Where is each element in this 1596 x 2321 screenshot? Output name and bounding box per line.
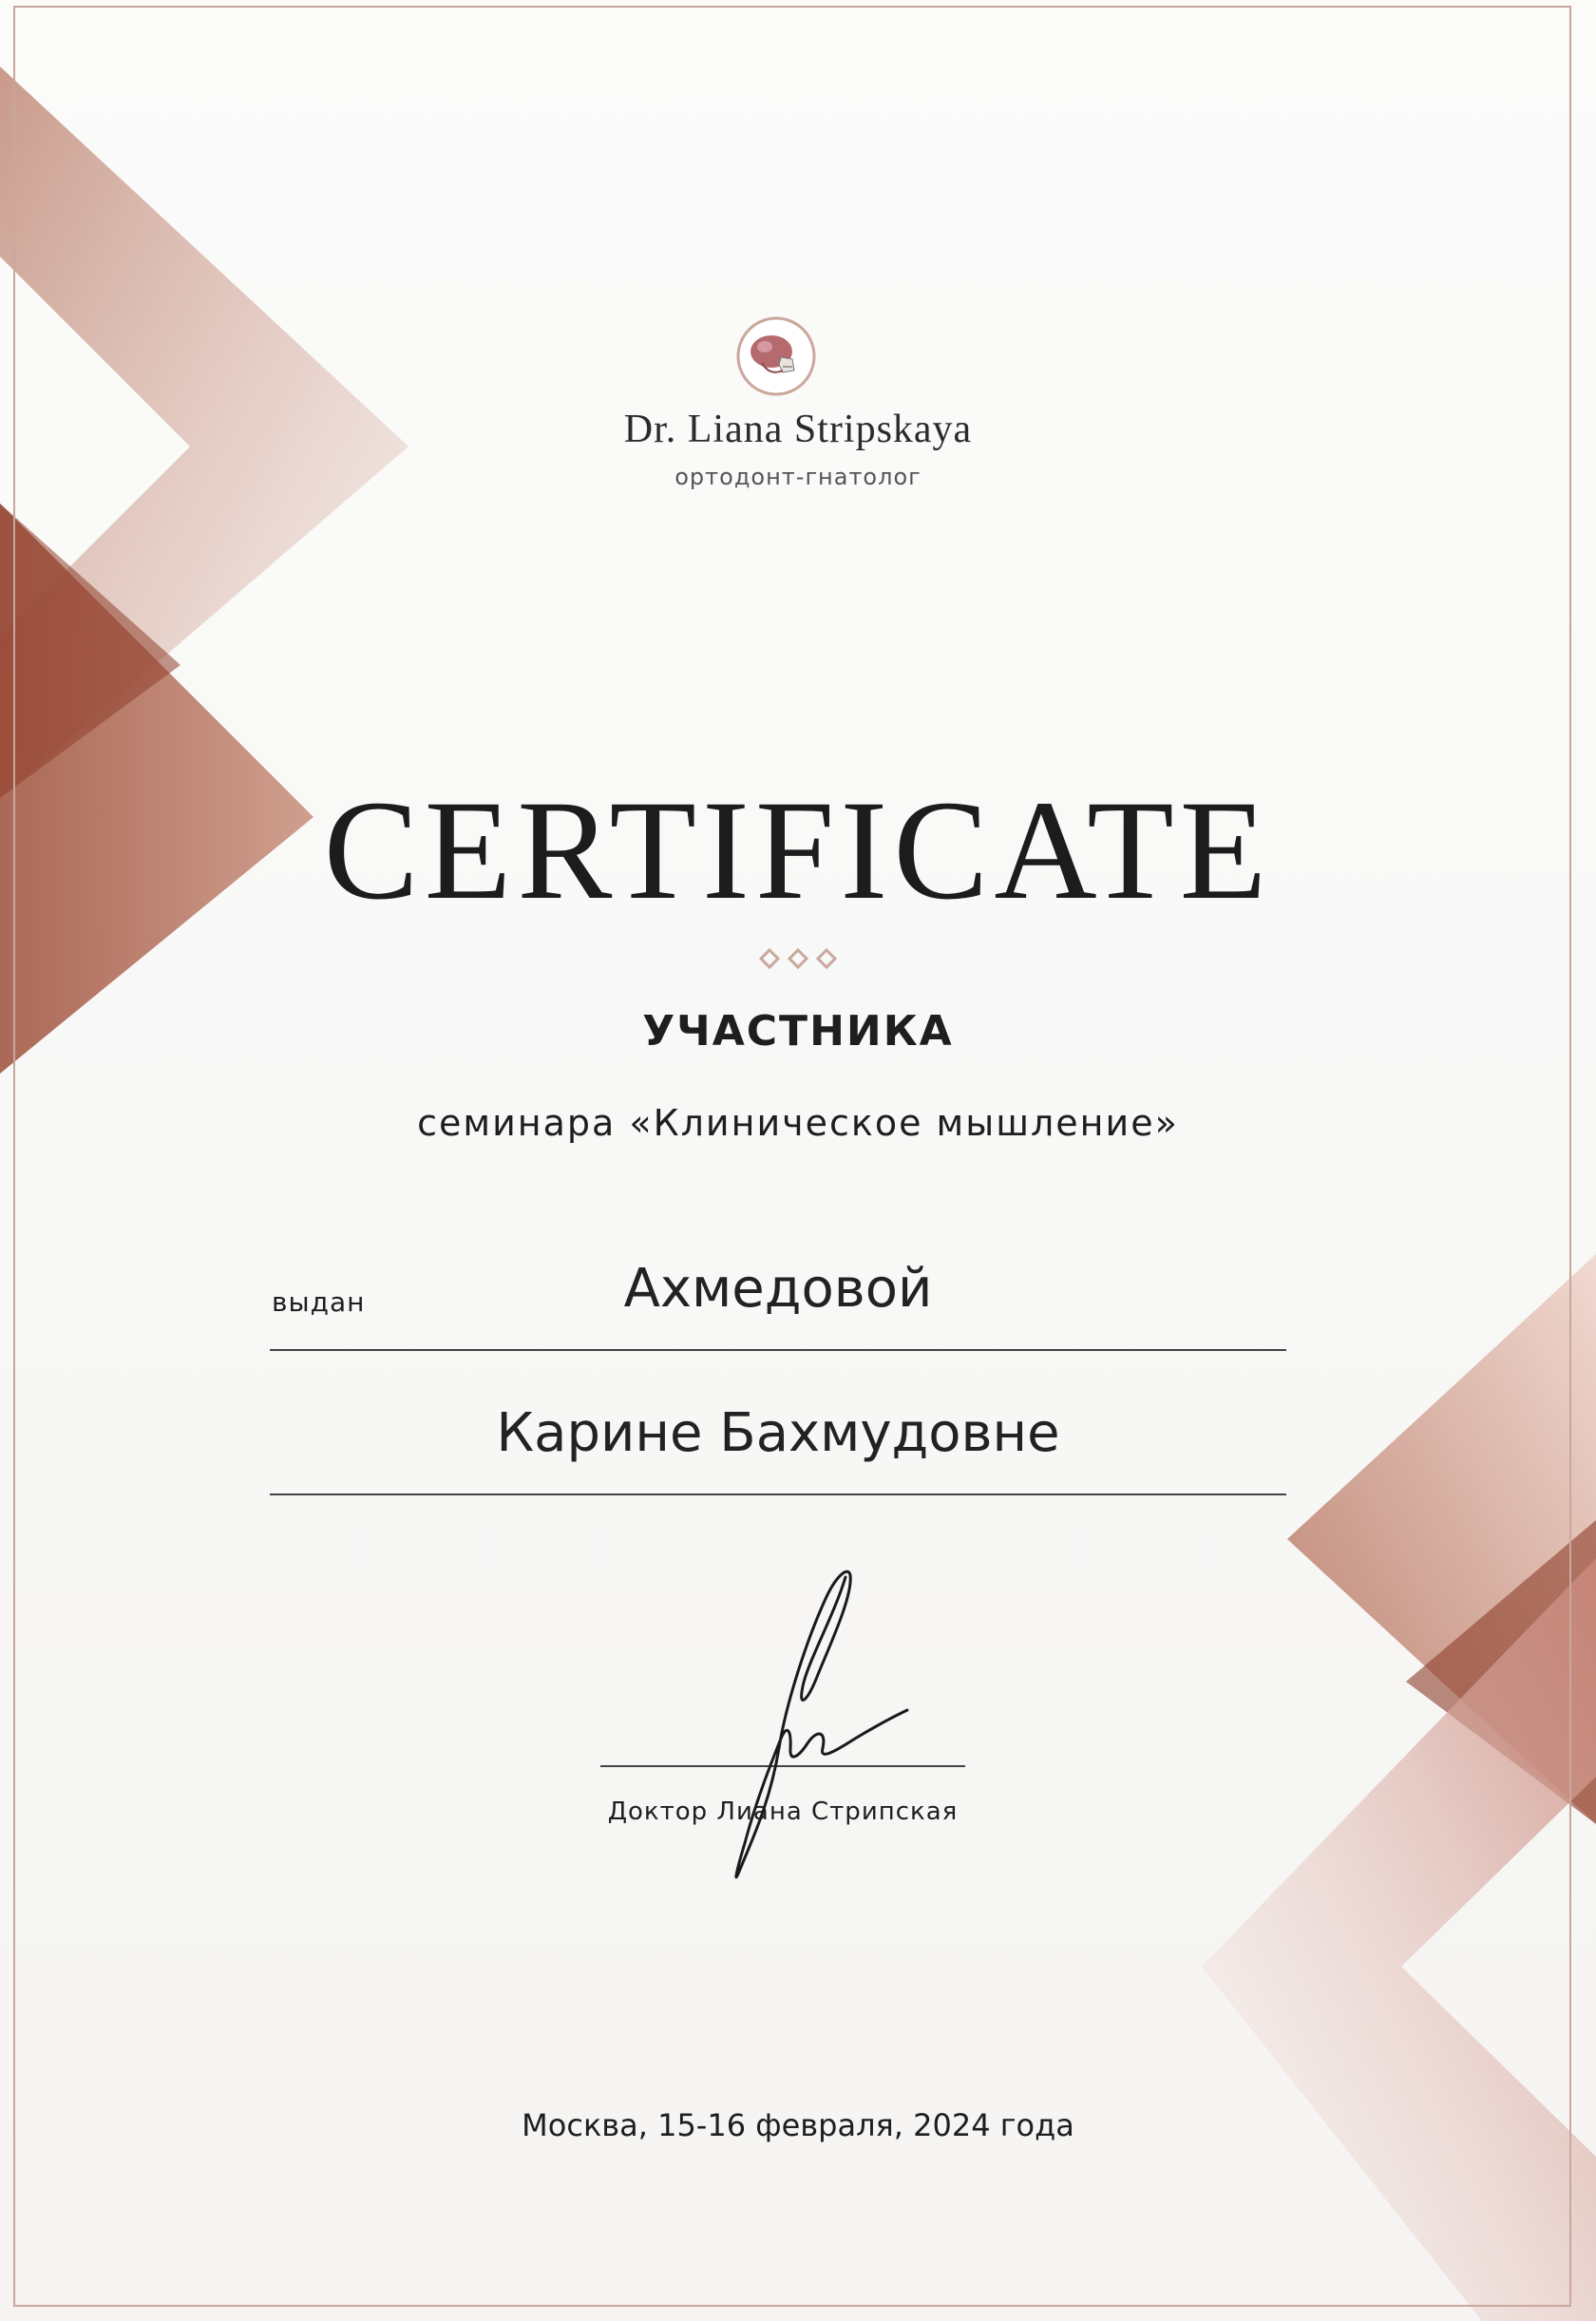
signatory-caption: Доктор Лиана Стрипская: [607, 1798, 959, 1826]
recipient-surname: Ахмедовой: [623, 1258, 933, 1320]
given-names-underline: [270, 1493, 1286, 1495]
recipient-given-names: Карине Бахмудовне: [496, 1402, 1060, 1464]
surname-underline: [270, 1349, 1286, 1351]
issued-label: выдан: [272, 1286, 366, 1318]
chevron-right-lower: [1202, 1558, 1596, 2321]
participant-heading: УЧАСТНИКА: [642, 1007, 954, 1056]
place-and-date: Москва, 15-16 февраля, 2024 года: [522, 2107, 1074, 2143]
diamond-ornament-icon: [750, 944, 846, 973]
skull-logo-icon: [733, 314, 819, 399]
brand-name: Dr. Liana Stripskaya: [623, 408, 973, 451]
brand-subtitle: ортодонт-гнатолог: [674, 464, 922, 490]
seminar-title: семинара «Клиническое мышление»: [417, 1102, 1179, 1144]
certificate-title: CERTIFICATE: [323, 771, 1273, 929]
handwritten-signature: [665, 1558, 931, 1891]
